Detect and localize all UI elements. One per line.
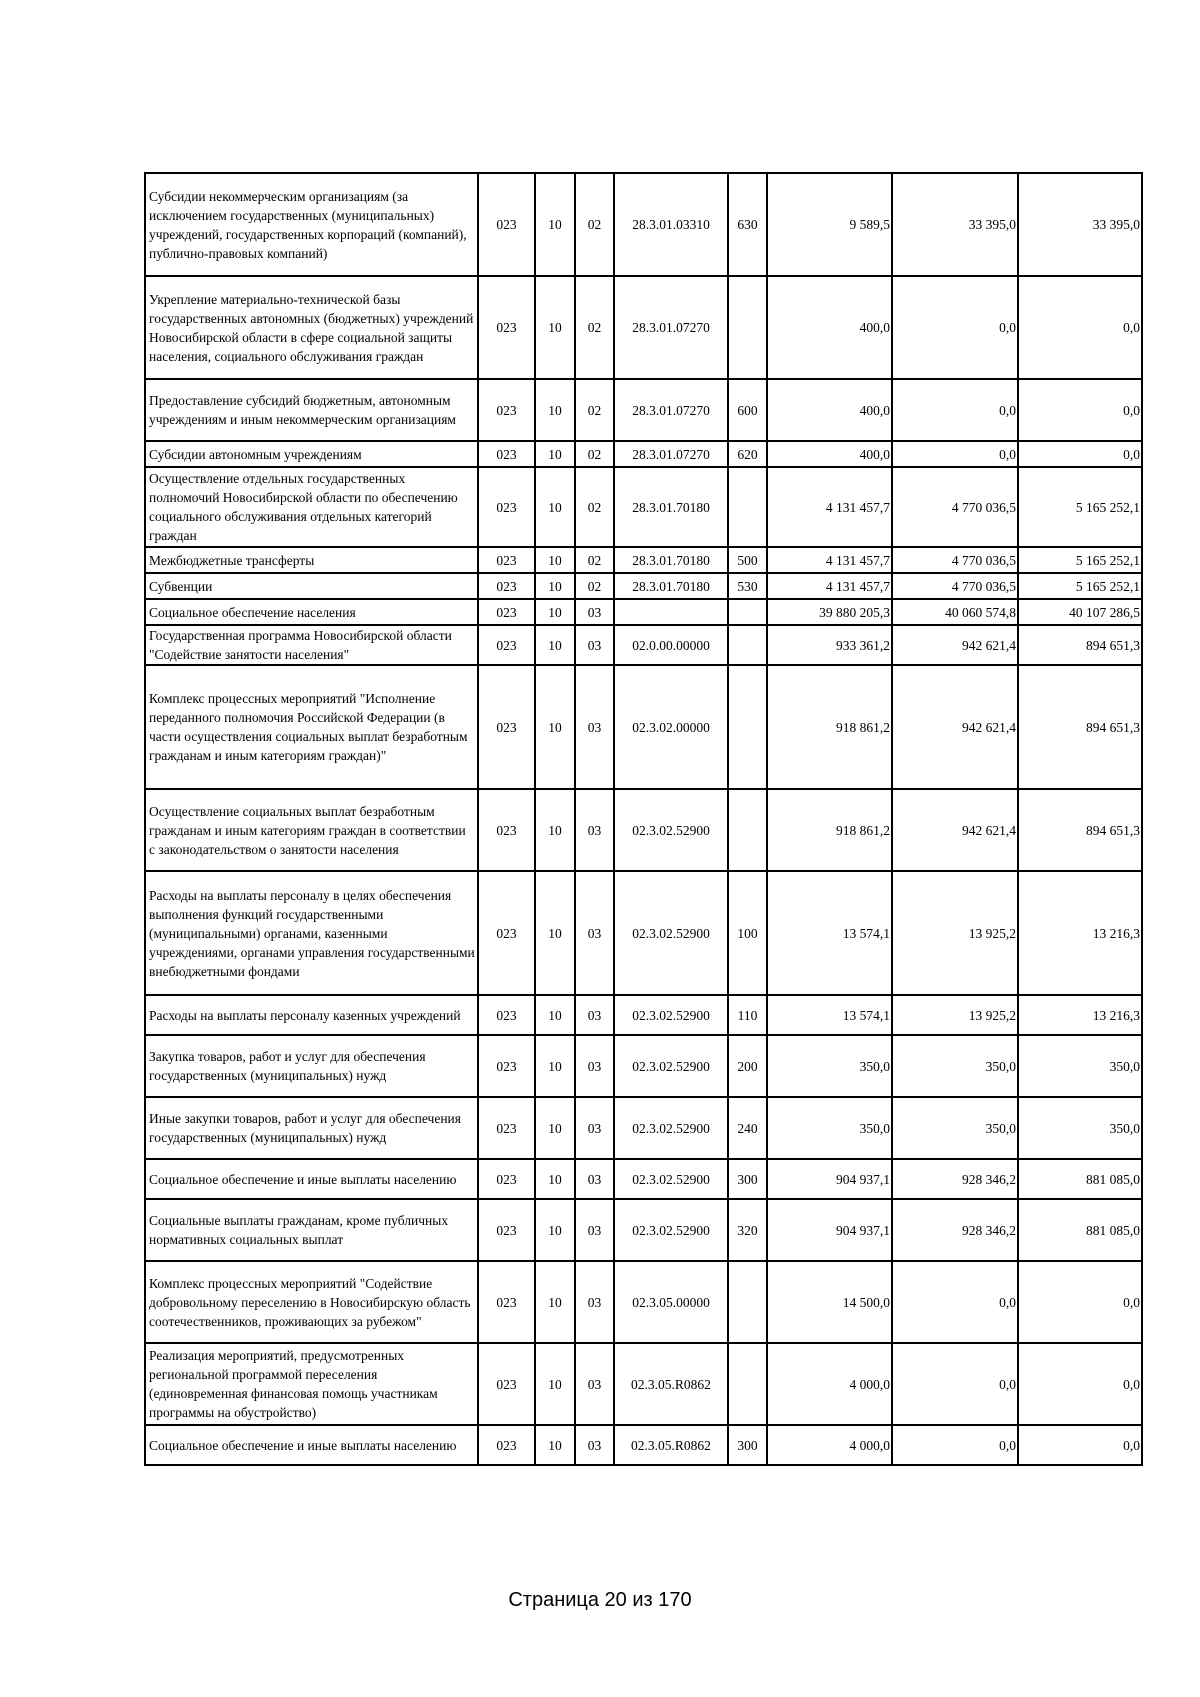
table-row xyxy=(145,1261,1142,1343)
section-code-cell: 10 xyxy=(535,995,575,1035)
subsection-code-cell: 03 xyxy=(575,871,614,995)
section-code-cell: 10 xyxy=(535,625,575,665)
target-article-cell: 28.3.01.07270 xyxy=(614,441,728,467)
target-article-cell: 28.3.01.03310 xyxy=(614,173,728,276)
target-article-cell: 28.3.01.07270 xyxy=(614,379,728,441)
table-row xyxy=(145,665,1142,789)
expense-type-cell: 300 xyxy=(728,1159,767,1199)
subsection-code-cell: 03 xyxy=(575,599,614,625)
section-code-cell: 10 xyxy=(535,1097,575,1159)
amount-year2-cell: 0,0 xyxy=(892,276,1018,379)
section-code-cell: 10 xyxy=(535,1035,575,1097)
subsection-code-cell: 02 xyxy=(575,441,614,467)
target-article-cell: 02.3.02.52900 xyxy=(614,871,728,995)
expense-type-cell: 530 xyxy=(728,573,767,599)
amount-year2-cell: 13 925,2 xyxy=(892,995,1018,1035)
target-article-cell: 02.0.00.00000 xyxy=(614,625,728,665)
table-row xyxy=(145,467,1142,547)
table-row xyxy=(145,1097,1142,1159)
amount-year2-cell: 350,0 xyxy=(892,1097,1018,1159)
row-name-cell: Расходы на выплаты персоналу в целях обеспечения выполнения функций государственными (муниципальными) органами, казенными учреждениями, органами управления государственными внебюджетными фондами xyxy=(145,871,478,995)
subsection-code-cell: 03 xyxy=(575,625,614,665)
row-name-cell: Иные закупки товаров, работ и услуг для обеспечения государственных (муниципальных) нужд xyxy=(145,1097,478,1159)
grbs-code-cell: 023 xyxy=(478,573,535,599)
target-article-cell: 02.3.02.52900 xyxy=(614,995,728,1035)
table-row xyxy=(145,789,1142,871)
amount-year1-cell: 400,0 xyxy=(767,276,892,379)
subsection-code-cell: 03 xyxy=(575,1343,614,1425)
grbs-code-cell: 023 xyxy=(478,789,535,871)
amount-year2-cell: 4 770 036,5 xyxy=(892,547,1018,573)
amount-year1-cell: 14 500,0 xyxy=(767,1261,892,1343)
table-row xyxy=(145,625,1142,665)
section-code-cell: 10 xyxy=(535,573,575,599)
row-name-cell: Предоставление субсидий бюджетным, автономным учреждениям и иным некоммерческим организациям xyxy=(145,379,478,441)
grbs-code-cell: 023 xyxy=(478,1159,535,1199)
amount-year1-cell: 4 000,0 xyxy=(767,1425,892,1465)
target-article-cell: 02.3.02.52900 xyxy=(614,1199,728,1261)
amount-year2-cell: 928 346,2 xyxy=(892,1159,1018,1199)
table-row xyxy=(145,1159,1142,1199)
target-article-cell: 02.3.02.00000 xyxy=(614,665,728,789)
target-article-cell xyxy=(614,599,728,625)
expense-type-cell xyxy=(728,276,767,379)
target-article-cell: 28.3.01.70180 xyxy=(614,467,728,547)
amount-year3-cell: 0,0 xyxy=(1018,1343,1142,1425)
amount-year2-cell: 4 770 036,5 xyxy=(892,467,1018,547)
expense-type-cell xyxy=(728,625,767,665)
grbs-code-cell: 023 xyxy=(478,1425,535,1465)
expense-type-cell xyxy=(728,1261,767,1343)
subsection-code-cell: 02 xyxy=(575,547,614,573)
amount-year3-cell: 0,0 xyxy=(1018,441,1142,467)
amount-year2-cell: 942 621,4 xyxy=(892,625,1018,665)
section-code-cell: 10 xyxy=(535,665,575,789)
grbs-code-cell: 023 xyxy=(478,173,535,276)
expense-type-cell xyxy=(728,665,767,789)
table-row xyxy=(145,599,1142,625)
amount-year3-cell: 894 651,3 xyxy=(1018,665,1142,789)
row-name-cell: Осуществление отдельных государственных полномочий Новосибирской области по обеспечению социального обслуживания отдельных категорий граждан xyxy=(145,467,478,547)
table-row xyxy=(145,1425,1142,1465)
table-row xyxy=(145,547,1142,573)
amount-year2-cell: 4 770 036,5 xyxy=(892,573,1018,599)
section-code-cell: 10 xyxy=(535,1159,575,1199)
amount-year2-cell: 942 621,4 xyxy=(892,789,1018,871)
row-name-cell: Осуществление социальных выплат безработным гражданам и иным категориям граждан в соответствии с законодательством о занятости населения xyxy=(145,789,478,871)
table-row xyxy=(145,276,1142,379)
section-code-cell: 10 xyxy=(535,1343,575,1425)
grbs-code-cell: 023 xyxy=(478,1343,535,1425)
amount-year3-cell: 5 165 252,1 xyxy=(1018,547,1142,573)
target-article-cell: 28.3.01.70180 xyxy=(614,573,728,599)
subsection-code-cell: 03 xyxy=(575,995,614,1035)
subsection-code-cell: 03 xyxy=(575,1425,614,1465)
amount-year2-cell: 0,0 xyxy=(892,441,1018,467)
section-code-cell: 10 xyxy=(535,173,575,276)
row-name-cell: Социальные выплаты гражданам, кроме публичных нормативных социальных выплат xyxy=(145,1199,478,1261)
row-name-cell: Комплекс процессных мероприятий "Исполнение переданного полномочия Российской Федерации (в части осуществления социальных выплат безработным гражданам и иным категориям граждан)" xyxy=(145,665,478,789)
expense-type-cell: 500 xyxy=(728,547,767,573)
amount-year2-cell: 0,0 xyxy=(892,1261,1018,1343)
section-code-cell: 10 xyxy=(535,1199,575,1261)
amount-year1-cell: 904 937,1 xyxy=(767,1199,892,1261)
expense-type-cell: 620 xyxy=(728,441,767,467)
subsection-code-cell: 02 xyxy=(575,379,614,441)
amount-year2-cell: 942 621,4 xyxy=(892,665,1018,789)
section-code-cell: 10 xyxy=(535,379,575,441)
subsection-code-cell: 02 xyxy=(575,173,614,276)
expense-type-cell xyxy=(728,1343,767,1425)
subsection-code-cell: 03 xyxy=(575,1199,614,1261)
section-code-cell: 10 xyxy=(535,789,575,871)
amount-year1-cell: 933 361,2 xyxy=(767,625,892,665)
expense-type-cell: 630 xyxy=(728,173,767,276)
amount-year1-cell: 4 131 457,7 xyxy=(767,573,892,599)
expense-type-cell: 300 xyxy=(728,1425,767,1465)
target-article-cell: 28.3.01.07270 xyxy=(614,276,728,379)
amount-year3-cell: 0,0 xyxy=(1018,379,1142,441)
row-name-cell: Государственная программа Новосибирской области "Содействие занятости населения" xyxy=(145,625,478,665)
target-article-cell: 02.3.02.52900 xyxy=(614,789,728,871)
expense-type-cell: 320 xyxy=(728,1199,767,1261)
row-name-cell: Субсидии автономным учреждениям xyxy=(145,441,478,467)
expense-type-cell: 100 xyxy=(728,871,767,995)
row-name-cell: Социальное обеспечение и иные выплаты населению xyxy=(145,1425,478,1465)
grbs-code-cell: 023 xyxy=(478,1261,535,1343)
table-body xyxy=(145,173,1142,1465)
amount-year1-cell: 350,0 xyxy=(767,1035,892,1097)
table-row xyxy=(145,1035,1142,1097)
amount-year1-cell: 350,0 xyxy=(767,1097,892,1159)
target-article-cell: 02.3.02.52900 xyxy=(614,1159,728,1199)
amount-year1-cell: 13 574,1 xyxy=(767,871,892,995)
expense-type-cell xyxy=(728,467,767,547)
table-row xyxy=(145,573,1142,599)
subsection-code-cell: 03 xyxy=(575,1097,614,1159)
page-number: Страница 20 из 170 xyxy=(508,1589,692,1611)
amount-year3-cell: 894 651,3 xyxy=(1018,625,1142,665)
section-code-cell: 10 xyxy=(535,467,575,547)
expense-type-cell: 240 xyxy=(728,1097,767,1159)
grbs-code-cell: 023 xyxy=(478,467,535,547)
amount-year1-cell: 400,0 xyxy=(767,441,892,467)
section-code-cell: 10 xyxy=(535,441,575,467)
amount-year3-cell: 350,0 xyxy=(1018,1035,1142,1097)
row-name-cell: Закупка товаров, работ и услуг для обеспечения государственных (муниципальных) нужд xyxy=(145,1035,478,1097)
amount-year3-cell: 894 651,3 xyxy=(1018,789,1142,871)
amount-year2-cell: 33 395,0 xyxy=(892,173,1018,276)
amount-year1-cell: 4 131 457,7 xyxy=(767,467,892,547)
grbs-code-cell: 023 xyxy=(478,871,535,995)
budget-table xyxy=(144,172,1143,1466)
grbs-code-cell: 023 xyxy=(478,276,535,379)
row-name-cell: Комплекс процессных мероприятий "Содействие добровольному переселению в Новосибирскую область соотечественников, проживающих за рубежом" xyxy=(145,1261,478,1343)
subsection-code-cell: 03 xyxy=(575,789,614,871)
row-name-cell: Укрепление материально-технической базы государственных автономных (бюджетных) учреждений Новосибирской области в сфере социальной защиты населения, социального обслуживания граждан xyxy=(145,276,478,379)
amount-year3-cell: 5 165 252,1 xyxy=(1018,467,1142,547)
table-row xyxy=(145,995,1142,1035)
amount-year2-cell: 928 346,2 xyxy=(892,1199,1018,1261)
row-name-cell: Субвенции xyxy=(145,573,478,599)
grbs-code-cell: 023 xyxy=(478,995,535,1035)
section-code-cell: 10 xyxy=(535,871,575,995)
grbs-code-cell: 023 xyxy=(478,1035,535,1097)
subsection-code-cell: 03 xyxy=(575,665,614,789)
amount-year3-cell: 13 216,3 xyxy=(1018,871,1142,995)
grbs-code-cell: 023 xyxy=(478,379,535,441)
amount-year3-cell: 881 085,0 xyxy=(1018,1159,1142,1199)
expense-type-cell xyxy=(728,599,767,625)
target-article-cell: 02.3.02.52900 xyxy=(614,1035,728,1097)
section-code-cell: 10 xyxy=(535,1261,575,1343)
subsection-code-cell: 03 xyxy=(575,1261,614,1343)
amount-year1-cell: 4 131 457,7 xyxy=(767,547,892,573)
table-row xyxy=(145,441,1142,467)
row-name-cell: Межбюджетные трансферты xyxy=(145,547,478,573)
amount-year1-cell: 400,0 xyxy=(767,379,892,441)
table-row xyxy=(145,1343,1142,1425)
subsection-code-cell: 03 xyxy=(575,1035,614,1097)
amount-year3-cell: 350,0 xyxy=(1018,1097,1142,1159)
row-name-cell: Расходы на выплаты персоналу казенных учреждений xyxy=(145,995,478,1035)
row-name-cell: Социальное обеспечение и иные выплаты населению xyxy=(145,1159,478,1199)
section-code-cell: 10 xyxy=(535,1425,575,1465)
section-code-cell: 10 xyxy=(535,547,575,573)
row-name-cell: Социальное обеспечение населения xyxy=(145,599,478,625)
amount-year3-cell: 0,0 xyxy=(1018,1261,1142,1343)
amount-year2-cell: 0,0 xyxy=(892,1425,1018,1465)
grbs-code-cell: 023 xyxy=(478,547,535,573)
target-article-cell: 02.3.05.00000 xyxy=(614,1261,728,1343)
amount-year3-cell: 0,0 xyxy=(1018,276,1142,379)
amount-year3-cell: 5 165 252,1 xyxy=(1018,573,1142,599)
target-article-cell: 28.3.01.70180 xyxy=(614,547,728,573)
expense-type-cell: 600 xyxy=(728,379,767,441)
section-code-cell: 10 xyxy=(535,276,575,379)
target-article-cell: 02.3.05.R0862 xyxy=(614,1343,728,1425)
amount-year1-cell: 9 589,5 xyxy=(767,173,892,276)
expense-type-cell xyxy=(728,789,767,871)
grbs-code-cell: 023 xyxy=(478,1199,535,1261)
subsection-code-cell: 03 xyxy=(575,1159,614,1199)
amount-year1-cell: 13 574,1 xyxy=(767,995,892,1035)
expense-type-cell: 200 xyxy=(728,1035,767,1097)
table-row xyxy=(145,173,1142,276)
amount-year2-cell: 350,0 xyxy=(892,1035,1018,1097)
amount-year3-cell: 13 216,3 xyxy=(1018,995,1142,1035)
table-row xyxy=(145,871,1142,995)
amount-year3-cell: 33 395,0 xyxy=(1018,173,1142,276)
table-row xyxy=(145,1199,1142,1261)
amount-year3-cell: 40 107 286,5 xyxy=(1018,599,1142,625)
grbs-code-cell: 023 xyxy=(478,665,535,789)
row-name-cell: Субсидии некоммерческим организациям (за исключением государственных (муниципальных) учреждений, государственных корпораций (компаний), публично-правовых компаний) xyxy=(145,173,478,276)
amount-year2-cell: 0,0 xyxy=(892,1343,1018,1425)
target-article-cell: 02.3.05.R0862 xyxy=(614,1425,728,1465)
amount-year1-cell: 39 880 205,3 xyxy=(767,599,892,625)
subsection-code-cell: 02 xyxy=(575,573,614,599)
amount-year3-cell: 0,0 xyxy=(1018,1425,1142,1465)
grbs-code-cell: 023 xyxy=(478,1097,535,1159)
grbs-code-cell: 023 xyxy=(478,441,535,467)
amount-year1-cell: 918 861,2 xyxy=(767,789,892,871)
amount-year2-cell: 13 925,2 xyxy=(892,871,1018,995)
subsection-code-cell: 02 xyxy=(575,467,614,547)
amount-year1-cell: 4 000,0 xyxy=(767,1343,892,1425)
amount-year1-cell: 918 861,2 xyxy=(767,665,892,789)
subsection-code-cell: 02 xyxy=(575,276,614,379)
amount-year3-cell: 881 085,0 xyxy=(1018,1199,1142,1261)
target-article-cell: 02.3.02.52900 xyxy=(614,1097,728,1159)
grbs-code-cell: 023 xyxy=(478,599,535,625)
grbs-code-cell: 023 xyxy=(478,625,535,665)
row-name-cell: Реализация мероприятий, предусмотренных региональной программой переселения (единовременная финансовая помощь участникам программы на обустройство) xyxy=(145,1343,478,1425)
amount-year1-cell: 904 937,1 xyxy=(767,1159,892,1199)
amount-year2-cell: 40 060 574,8 xyxy=(892,599,1018,625)
expense-type-cell: 110 xyxy=(728,995,767,1035)
table-row xyxy=(145,379,1142,441)
amount-year2-cell: 0,0 xyxy=(892,379,1018,441)
section-code-cell: 10 xyxy=(535,599,575,625)
